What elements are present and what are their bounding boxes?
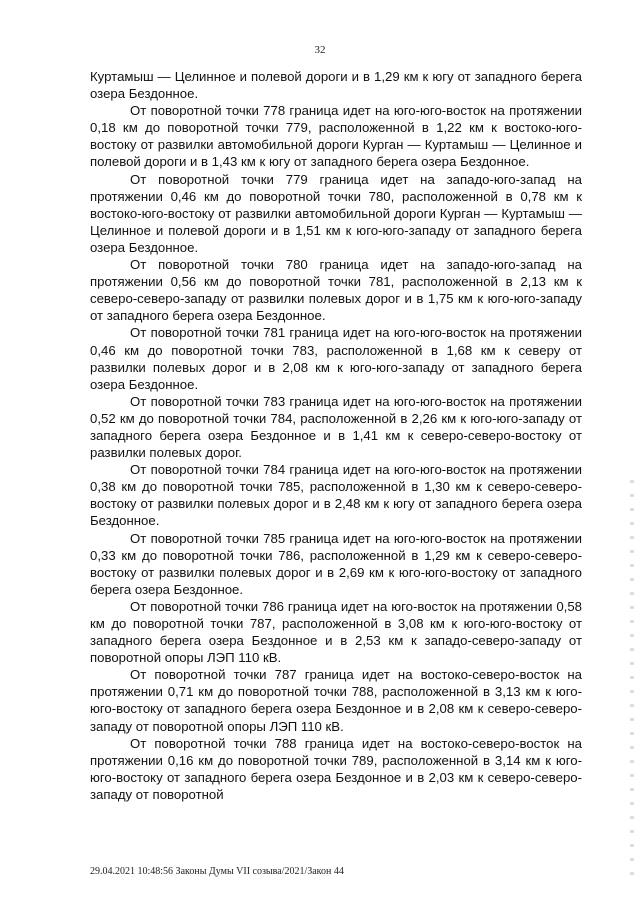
paragraph: От поворотной точки 788 граница идет на востоко-северо-восток на протяжении 0,16 км до поворотной точки 789, расположенной в 3,14 км к юго-юго-востоку от западного берега озера Бездонное и в 2,03 км к северо-северо-западу от поворотной (90, 735, 582, 802)
paragraph: От поворотной точки 778 граница идет на юго-юго-восток на протяжении 0,18 км до поворотной точки 779, расположенной в 1,22 км к востоко-юго-востоку от развилки автомобильной дороги Курган — Куртамыш — Целинное и полевой дороги и в 1,43 км к югу от западного берега озера Бездонное. (90, 103, 582, 170)
paragraph: От поворотной точки 786 граница идет на юго-восток на протяжении 0,58 км до поворотной точки 787, расположенной в 3,08 км к юго-юго-востоку от западного берега озера Бездонное и в 2,53 км к западо-северо-западу от поворотной опоры ЛЭП 110 кВ. (90, 598, 582, 666)
paragraph: От поворотной точки 781 граница идет на юго-юго-восток на протяжении 0,46 км до поворотной точки 783, расположенной в 1,68 км к северу от развилки полевых дорог и в 2,08 км к юго-юго-западу от западного берега озера Бездонное. (90, 325, 582, 392)
paragraph: От поворотной точки 779 граница идет на западо-юго-запад на протяжении 0,46 км до поворотной точки 780, расположенной в 0,78 км к востоко-юго-востоку от развилки автомобильной дороги Курган — Куртамыш — Целинное и полевой дороги и в 1,51 км к юго-юго-западу от западного берега озера Бездонное. (90, 171, 582, 255)
paragraph: От поворотной точки 785 граница идет на юго-юго-восток на протяжении 0,33 км до поворотной точки 786, расположенной в 1,29 км к северо-северо-востоку от развилки полевых дорог и в 2,69 км к юго-юго-востоку от западного берега озера Бездонное. (90, 530, 582, 597)
paragraph: От поворотной точки 783 граница идет на юго-юго-восток на протяжении 0,52 км до поворотной точки 784, расположенной в 2,26 км к юго-юго-западу от западного берега озера Бездонное и в 1,41 км к северо-северо-востоку от развилки полевых дорог. (90, 393, 582, 461)
scan-margin-marks (630, 480, 634, 880)
page-footer: 29.04.2021 10:48:56 Законы Думы VII созыва/2021/Закон 44 (90, 866, 344, 877)
paragraph: От поворотной точки 784 граница идет на юго-юго-восток на протяжении 0,38 км до поворотной точки 785, расположенной в 1,30 км к северо-северо-востоку от развилки полевых дорог и в 2,48 км к югу от западного берега озера Бездонное. (90, 462, 582, 529)
document-body (90, 68, 582, 803)
paragraph: Куртамыш — Целинное и полевой дороги и в 1,29 км к югу от западного берега озера Бездонное. (90, 69, 582, 102)
paragraph: От поворотной точки 787 граница идет на востоко-северо-восток на протяжении 0,71 км до поворотной точки 788, расположенной в 3,13 км к юго-юго-востоку от западного берега озера Бездонное и в 2,08 км к северо-северо-западу от поворотной опоры ЛЭП 110 кВ. (90, 667, 582, 734)
paragraph: От поворотной точки 780 граница идет на западо-юго-запад на протяжении 0,56 км до поворотной точки 781, расположенной в 2,13 км к северо-северо-западу от развилки полевых дорог и в 1,75 км к юго-юго-западу от западного берега озера Бездонное. (90, 257, 582, 324)
page-number: 32 (314, 44, 326, 56)
